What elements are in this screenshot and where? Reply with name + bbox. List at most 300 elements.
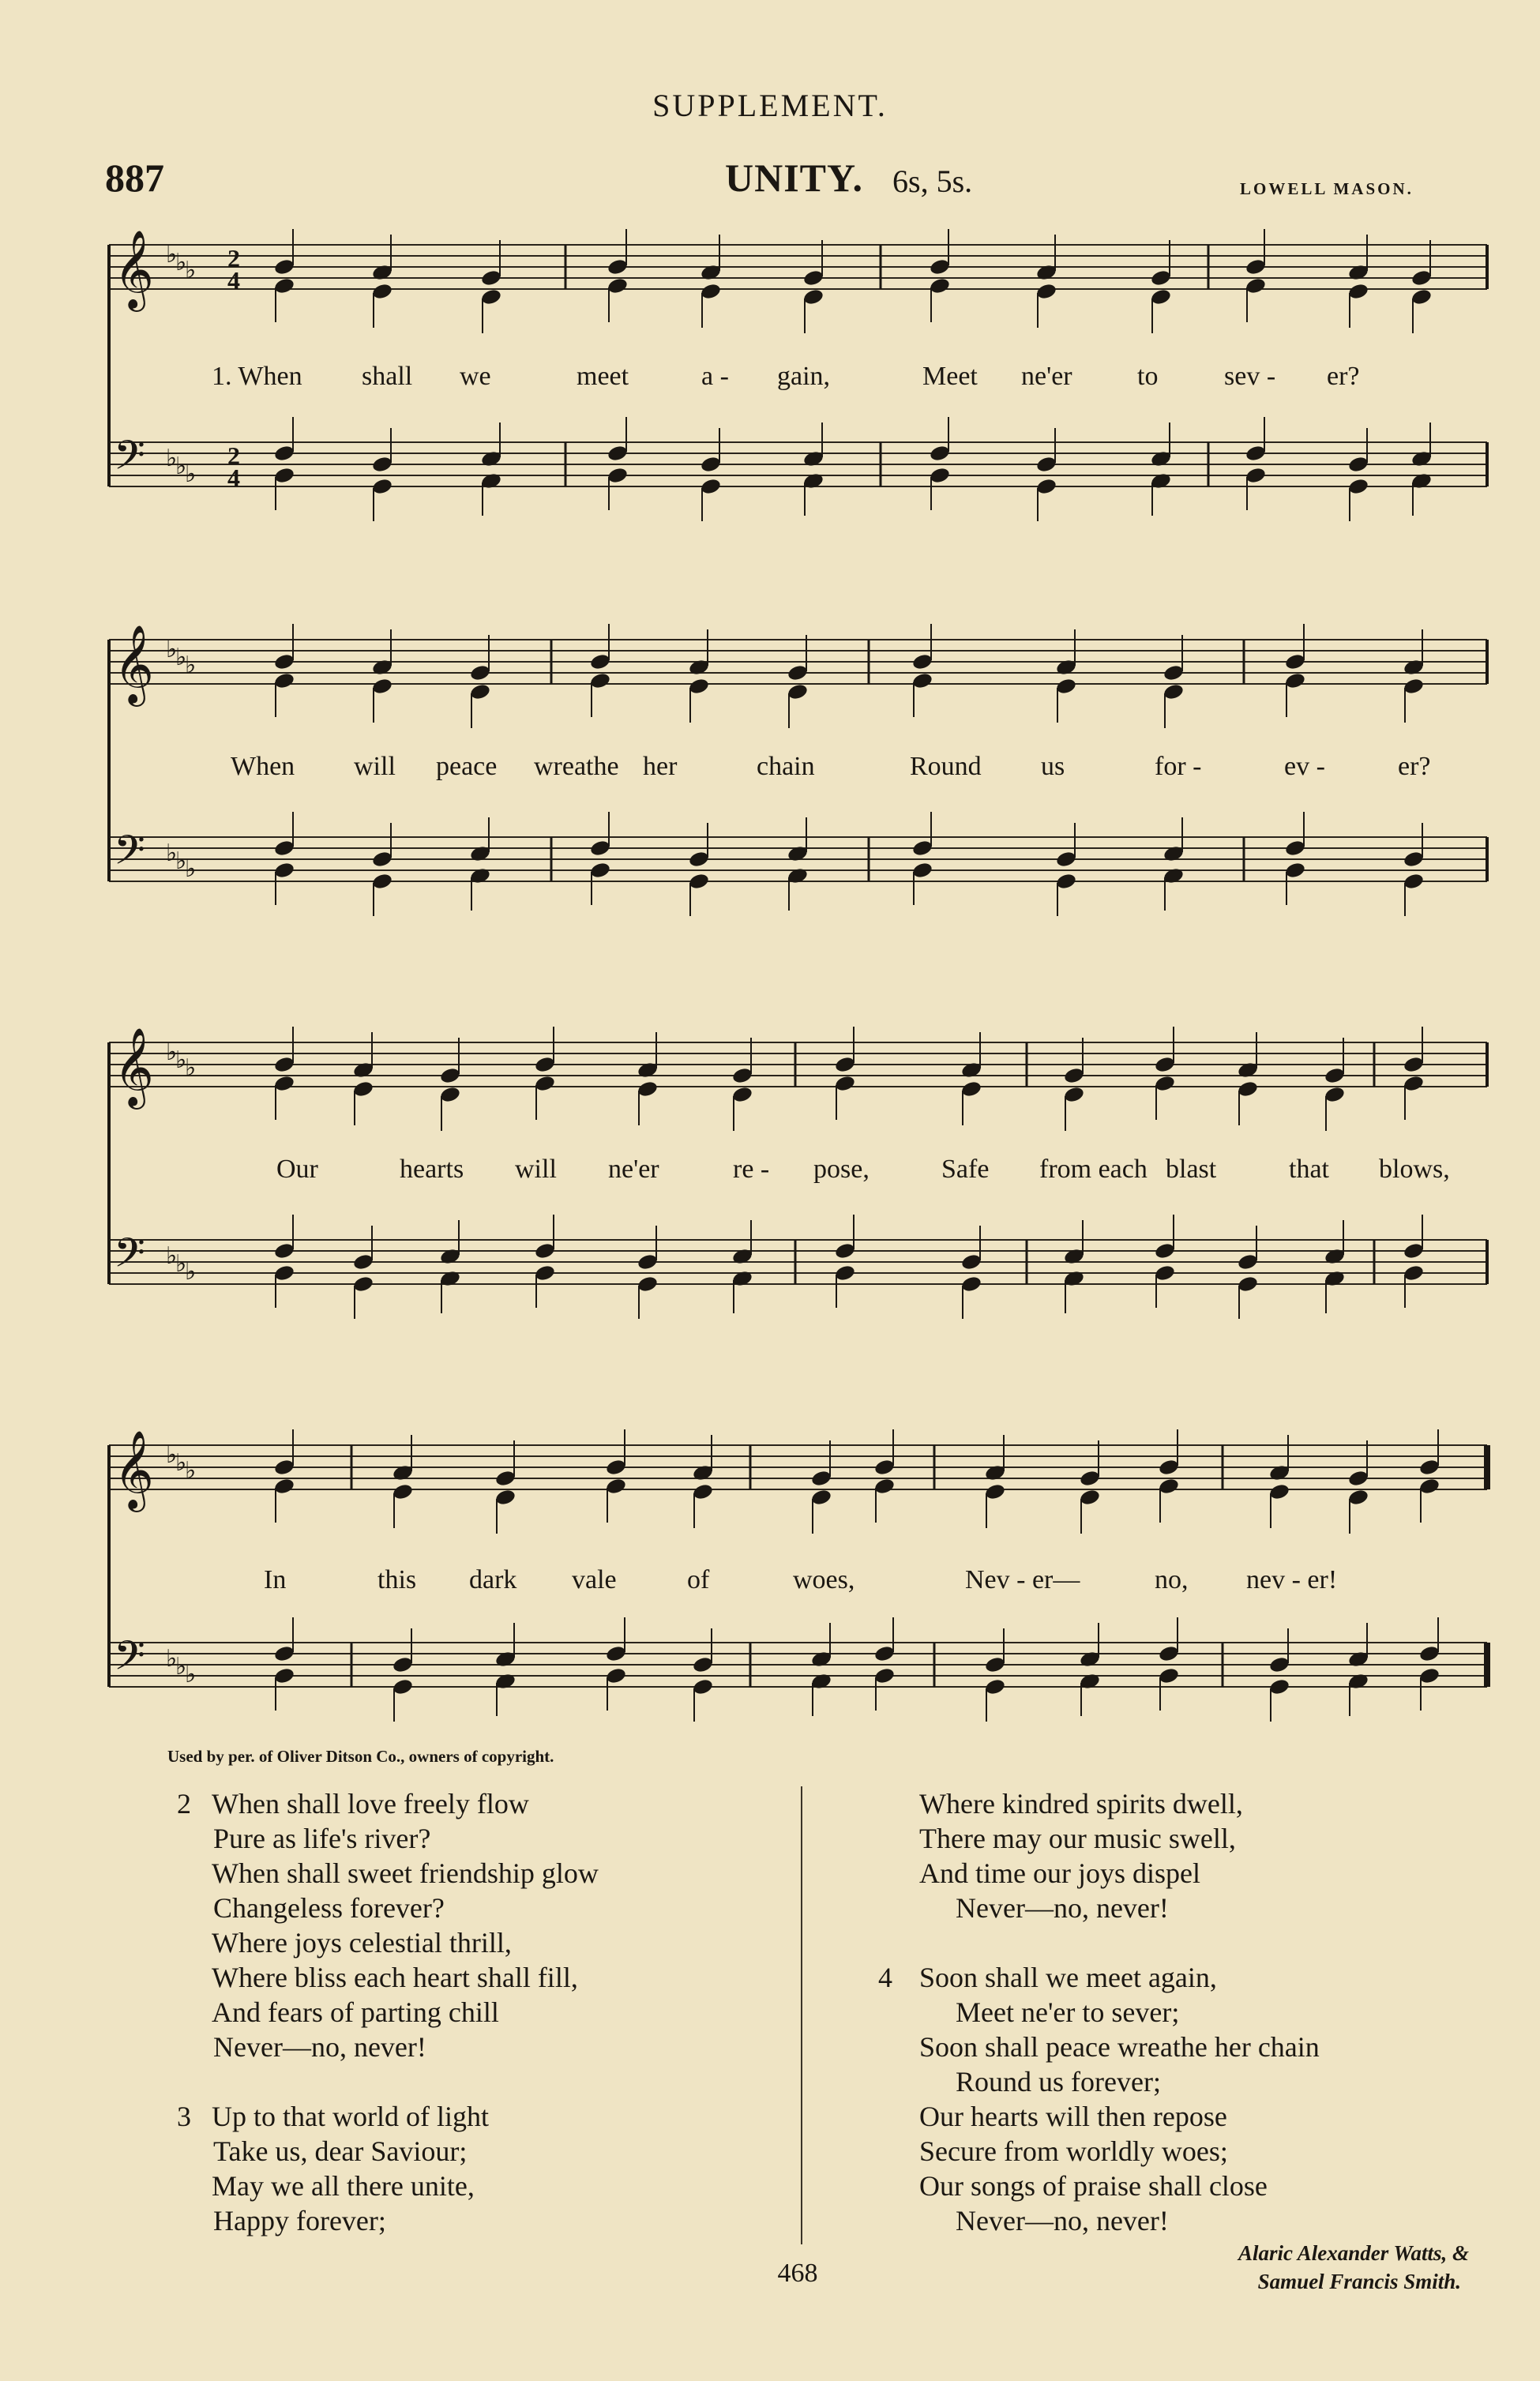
treble-notehead bbox=[1347, 1488, 1369, 1506]
bass-notehead bbox=[273, 466, 295, 484]
lyric-syllable: Safe bbox=[941, 1155, 990, 1184]
treble-notehead bbox=[1237, 1080, 1259, 1098]
verse-line: May we all there unite, bbox=[212, 2170, 475, 2202]
treble-clef-icon: 𝄞 bbox=[114, 625, 154, 704]
lyric-syllable: er? bbox=[1327, 362, 1360, 391]
lyric-syllable: vale bbox=[572, 1565, 617, 1594]
bass-notehead bbox=[810, 1672, 832, 1690]
lyric-syllable: that bbox=[1289, 1155, 1329, 1184]
bass-notehead bbox=[1403, 850, 1425, 868]
treble-notehead bbox=[439, 1066, 461, 1084]
lyric-syllable: Meet bbox=[922, 362, 978, 391]
flat-sign-icon: ♭ bbox=[175, 847, 187, 875]
treble-notehead bbox=[480, 269, 502, 287]
bass-notehead bbox=[1284, 839, 1306, 857]
bass-notehead bbox=[1268, 1677, 1290, 1696]
bass-notehead bbox=[1324, 1269, 1346, 1287]
flat-sign-icon: ♭ bbox=[185, 1054, 197, 1082]
treble-clef-icon: 𝄞 bbox=[114, 1027, 154, 1106]
bass-notehead bbox=[688, 872, 710, 890]
bass-notehead bbox=[1055, 850, 1077, 868]
bass-notehead bbox=[637, 1252, 659, 1271]
treble-notehead bbox=[873, 1477, 896, 1495]
flat-sign-icon: ♭ bbox=[175, 1250, 187, 1278]
treble-notehead bbox=[1150, 269, 1172, 287]
treble-notehead bbox=[810, 1469, 832, 1487]
bass-notehead bbox=[1158, 1644, 1180, 1662]
page-number: 468 bbox=[777, 2259, 818, 2288]
bass-notehead bbox=[1163, 844, 1185, 862]
treble-notehead bbox=[1324, 1066, 1346, 1084]
treble-clef-icon: 𝄞 bbox=[114, 230, 154, 309]
verse-line: Never—no, never! bbox=[956, 1892, 1169, 1924]
lyric-syllable: for - bbox=[1155, 752, 1202, 781]
treble-notehead bbox=[787, 663, 809, 682]
bass-notehead bbox=[480, 471, 502, 490]
treble-notehead bbox=[810, 1488, 832, 1506]
bass-notehead bbox=[1035, 455, 1057, 473]
treble-clef-icon: 𝄞 bbox=[114, 1430, 154, 1509]
treble-notehead bbox=[1284, 671, 1306, 689]
lyric-syllable: of bbox=[687, 1565, 710, 1594]
bass-notehead bbox=[810, 1650, 832, 1668]
bass-notehead bbox=[273, 444, 295, 462]
bass-clef-icon: 𝄢 bbox=[114, 431, 145, 489]
bass-notehead bbox=[700, 477, 722, 495]
verse-line: Meet ne'er to sever; bbox=[956, 1996, 1180, 2028]
treble-notehead bbox=[273, 671, 295, 689]
treble-notehead bbox=[273, 652, 295, 670]
treble-notehead bbox=[911, 671, 933, 689]
treble-notehead bbox=[637, 1061, 659, 1079]
bass-notehead bbox=[1245, 444, 1267, 462]
lyric-syllable: Round bbox=[910, 752, 982, 781]
author-line-2: Samuel Francis Smith. bbox=[1257, 2270, 1461, 2293]
treble-notehead bbox=[371, 677, 393, 695]
treble-notehead bbox=[929, 276, 951, 295]
treble-notehead bbox=[1418, 1458, 1440, 1476]
bass-notehead bbox=[1163, 866, 1185, 884]
flat-sign-icon: ♭ bbox=[185, 1457, 197, 1485]
treble-notehead bbox=[1163, 682, 1185, 700]
treble-notehead bbox=[688, 677, 710, 695]
treble-notehead bbox=[692, 1463, 714, 1482]
lyric-syllable: 1. When bbox=[212, 362, 302, 391]
lyric-syllable: from each bbox=[1039, 1155, 1147, 1184]
bass-clef-icon: 𝄢 bbox=[114, 826, 145, 884]
verse-line: Take us, dear Saviour; bbox=[213, 2135, 468, 2167]
bass-notehead bbox=[1245, 466, 1267, 484]
bass-notehead bbox=[984, 1655, 1006, 1673]
treble-notehead bbox=[802, 287, 824, 306]
lyric-syllable: In bbox=[264, 1565, 287, 1594]
flat-sign-icon: ♭ bbox=[166, 839, 178, 867]
bass-notehead bbox=[273, 1666, 295, 1684]
lyric-syllable: peace bbox=[436, 752, 498, 781]
flat-sign-icon: ♭ bbox=[185, 257, 197, 284]
bass-notehead bbox=[273, 1241, 295, 1260]
bass-notehead bbox=[494, 1672, 516, 1690]
treble-notehead bbox=[700, 263, 722, 281]
lyric-syllable: no, bbox=[1155, 1565, 1189, 1594]
flat-sign-icon: ♭ bbox=[175, 1653, 187, 1681]
bass-notehead bbox=[392, 1655, 414, 1673]
bass-notehead bbox=[607, 466, 629, 484]
bass-clef-icon: 𝄢 bbox=[114, 1229, 145, 1286]
lyric-syllable: shall bbox=[362, 362, 413, 391]
bass-notehead bbox=[700, 455, 722, 473]
bass-notehead bbox=[605, 1666, 627, 1684]
treble-notehead bbox=[1035, 263, 1057, 281]
bass-notehead bbox=[534, 1241, 556, 1260]
treble-notehead bbox=[1063, 1085, 1085, 1103]
bass-notehead bbox=[589, 861, 611, 879]
treble-notehead bbox=[589, 671, 611, 689]
bass-notehead bbox=[802, 471, 824, 490]
bass-clef-icon: 𝄢 bbox=[114, 1632, 145, 1689]
bass-notehead bbox=[1150, 471, 1172, 490]
treble-notehead bbox=[1163, 663, 1185, 682]
treble-notehead bbox=[1158, 1477, 1180, 1495]
verse-4 bbox=[878, 1960, 1320, 2238]
bass-notehead bbox=[929, 466, 951, 484]
treble-notehead bbox=[731, 1085, 753, 1103]
bass-notehead bbox=[607, 444, 629, 462]
flat-sign-icon: ♭ bbox=[166, 1441, 178, 1469]
treble-notehead bbox=[1245, 257, 1267, 276]
bass-notehead bbox=[1284, 861, 1306, 879]
treble-notehead bbox=[688, 658, 710, 676]
verse-line: Round us forever; bbox=[956, 2066, 1161, 2097]
verse-line: Changeless forever? bbox=[213, 1892, 445, 1924]
lyric-syllable: gain, bbox=[777, 362, 831, 391]
treble-notehead bbox=[1403, 677, 1425, 695]
bass-notehead bbox=[834, 1264, 856, 1282]
lyric-syllable: we bbox=[460, 362, 491, 391]
flat-sign-icon: ♭ bbox=[166, 445, 178, 472]
verse-line: Our songs of praise shall close bbox=[919, 2170, 1268, 2202]
verse-line: And time our joys dispel bbox=[919, 1857, 1200, 1889]
verse-3-continued bbox=[878, 1786, 1320, 1925]
treble-notehead bbox=[1055, 677, 1077, 695]
treble-notehead bbox=[984, 1482, 1006, 1500]
lyric-syllable: ne'er bbox=[1021, 362, 1072, 391]
treble-notehead bbox=[802, 269, 824, 287]
treble-notehead bbox=[1268, 1482, 1290, 1500]
verse-line: Our hearts will then repose bbox=[919, 2101, 1227, 2132]
bass-notehead bbox=[494, 1650, 516, 1668]
treble-notehead bbox=[352, 1061, 374, 1079]
bass-notehead bbox=[834, 1241, 856, 1260]
bass-notehead bbox=[1403, 872, 1425, 890]
treble-notehead bbox=[834, 1074, 856, 1092]
treble-notehead bbox=[371, 282, 393, 300]
treble-notehead bbox=[1245, 276, 1267, 295]
bass-notehead bbox=[637, 1275, 659, 1293]
bass-notehead bbox=[534, 1264, 556, 1282]
bass-notehead bbox=[1347, 1672, 1369, 1690]
bass-notehead bbox=[1079, 1650, 1101, 1668]
verse-line: Where bliss each heart shall fill, bbox=[212, 1962, 578, 1993]
bass-notehead bbox=[1063, 1269, 1085, 1287]
bass-notehead bbox=[1237, 1252, 1259, 1271]
bass-notehead bbox=[605, 1644, 627, 1662]
bass-notehead bbox=[1055, 872, 1077, 890]
treble-notehead bbox=[834, 1055, 856, 1073]
bass-notehead bbox=[371, 455, 393, 473]
verse-line: Happy forever; bbox=[213, 2205, 386, 2236]
verse-line: Soon shall peace wreathe her chain bbox=[919, 2031, 1320, 2063]
bass-notehead bbox=[1410, 471, 1433, 490]
bass-notehead bbox=[469, 866, 491, 884]
treble-notehead bbox=[273, 1055, 295, 1073]
bass-notehead bbox=[984, 1677, 1006, 1696]
treble-notehead bbox=[787, 682, 809, 700]
treble-notehead bbox=[1347, 1469, 1369, 1487]
lyric-syllable: to bbox=[1137, 362, 1159, 391]
lyric-syllable: us bbox=[1041, 752, 1065, 781]
bass-notehead bbox=[352, 1275, 374, 1293]
verse-line: Where kindred spirits dwell, bbox=[919, 1788, 1243, 1820]
hymn-number: 887 bbox=[105, 156, 164, 200]
treble-notehead bbox=[607, 257, 629, 276]
section-title: SUPPLEMENT. bbox=[652, 88, 888, 123]
treble-notehead bbox=[392, 1482, 414, 1500]
bass-notehead bbox=[731, 1269, 753, 1287]
treble-notehead bbox=[1418, 1477, 1440, 1495]
flat-sign-icon: ♭ bbox=[185, 1258, 197, 1286]
treble-notehead bbox=[692, 1482, 714, 1500]
treble-notehead bbox=[273, 257, 295, 276]
bass-notehead bbox=[392, 1677, 414, 1696]
treble-notehead bbox=[607, 276, 629, 295]
treble-notehead bbox=[534, 1074, 556, 1092]
verse-line: Never—no, never! bbox=[213, 2031, 426, 2063]
verses-left-column bbox=[177, 1786, 599, 2238]
treble-notehead bbox=[392, 1463, 414, 1482]
bass-notehead bbox=[960, 1275, 982, 1293]
treble-notehead bbox=[1079, 1488, 1101, 1506]
bass-notehead bbox=[1063, 1247, 1085, 1265]
lyric-syllable: will bbox=[354, 752, 396, 781]
treble-notehead bbox=[873, 1458, 896, 1476]
flat-sign-icon: ♭ bbox=[166, 1242, 178, 1270]
time-signature-top: 2 bbox=[227, 244, 240, 272]
bass-notehead bbox=[1154, 1264, 1176, 1282]
treble-notehead bbox=[494, 1488, 516, 1506]
verse-3 bbox=[177, 2099, 599, 2238]
verse-number: 2 bbox=[177, 1788, 191, 1820]
bass-notehead bbox=[1158, 1666, 1180, 1684]
bass-notehead bbox=[1268, 1655, 1290, 1673]
lyric-syllable: sev - bbox=[1224, 362, 1276, 391]
tune-meter: 6s, 5s. bbox=[892, 163, 973, 199]
lyric-syllable: Nev - er— bbox=[965, 1565, 1080, 1594]
treble-notehead bbox=[1403, 1055, 1425, 1073]
verse-number: 4 bbox=[878, 1962, 892, 1993]
lyric-syllable: a - bbox=[701, 362, 729, 391]
bass-notehead bbox=[1154, 1241, 1176, 1260]
bass-notehead bbox=[692, 1677, 714, 1696]
treble-notehead bbox=[637, 1080, 659, 1098]
tune-title: UNITY. bbox=[725, 156, 864, 200]
bass-notehead bbox=[787, 866, 809, 884]
verse-line: Never—no, never! bbox=[956, 2205, 1169, 2236]
treble-notehead bbox=[1347, 263, 1369, 281]
treble-notehead bbox=[439, 1085, 461, 1103]
bass-notehead bbox=[1403, 1264, 1425, 1282]
bass-notehead bbox=[371, 850, 393, 868]
treble-notehead bbox=[1284, 652, 1306, 670]
bass-notehead bbox=[911, 839, 933, 857]
lyric-syllable: her bbox=[643, 752, 678, 781]
flat-sign-icon: ♭ bbox=[175, 453, 187, 480]
time-signature-top: 2 bbox=[227, 441, 240, 470]
treble-notehead bbox=[605, 1458, 627, 1476]
bass-notehead bbox=[273, 1264, 295, 1282]
bass-notehead bbox=[469, 844, 491, 862]
lyric-syllable: dark bbox=[469, 1565, 517, 1594]
bass-notehead bbox=[802, 449, 824, 468]
bass-notehead bbox=[960, 1252, 982, 1271]
treble-notehead bbox=[1324, 1085, 1346, 1103]
treble-notehead bbox=[1268, 1463, 1290, 1482]
bass-notehead bbox=[1403, 1241, 1425, 1260]
treble-notehead bbox=[984, 1463, 1006, 1482]
bass-notehead bbox=[273, 839, 295, 857]
lyric-syllable: pose, bbox=[813, 1155, 870, 1184]
treble-notehead bbox=[273, 1074, 295, 1092]
bass-notehead bbox=[1150, 449, 1172, 468]
treble-notehead bbox=[1237, 1061, 1259, 1079]
verse-line: Secure from worldly woes; bbox=[919, 2135, 1228, 2167]
lyric-syllable: meet bbox=[577, 362, 629, 391]
treble-notehead bbox=[929, 257, 951, 276]
bass-notehead bbox=[731, 1247, 753, 1265]
bass-notehead bbox=[692, 1655, 714, 1673]
bass-notehead bbox=[873, 1666, 896, 1684]
lyric-syllable: chain bbox=[757, 752, 815, 781]
column-divider bbox=[801, 1786, 802, 2244]
treble-notehead bbox=[371, 263, 393, 281]
flat-sign-icon: ♭ bbox=[185, 652, 197, 679]
bass-notehead bbox=[1035, 477, 1057, 495]
flat-sign-icon: ♭ bbox=[185, 1661, 197, 1688]
treble-notehead bbox=[1403, 1074, 1425, 1092]
treble-notehead bbox=[1055, 658, 1077, 676]
lyric-syllable: ev - bbox=[1284, 752, 1325, 781]
verse-2 bbox=[177, 1786, 599, 2064]
flat-sign-icon: ♭ bbox=[166, 1645, 178, 1673]
treble-notehead bbox=[273, 1477, 295, 1495]
verse-number: 3 bbox=[177, 2101, 191, 2132]
bass-notehead bbox=[688, 850, 710, 868]
copyright-credit: Used by per. of Oliver Ditson Co., owners of copyright. bbox=[167, 1747, 554, 1766]
verse-line: When shall sweet friendship glow bbox=[212, 1857, 599, 1889]
lyric-syllable: Our bbox=[276, 1155, 318, 1184]
treble-notehead bbox=[469, 682, 491, 700]
treble-notehead bbox=[1079, 1469, 1101, 1487]
lyric-syllable: will bbox=[515, 1155, 557, 1184]
bass-notehead bbox=[439, 1269, 461, 1287]
treble-notehead bbox=[469, 663, 491, 682]
bass-notehead bbox=[1418, 1666, 1440, 1684]
treble-notehead bbox=[273, 276, 295, 295]
lyric-syllable: ne'er bbox=[608, 1155, 659, 1184]
bass-notehead bbox=[273, 1644, 295, 1662]
lyric-syllable: hearts bbox=[400, 1155, 464, 1184]
treble-notehead bbox=[1158, 1458, 1180, 1476]
treble-notehead bbox=[731, 1066, 753, 1084]
flat-sign-icon: ♭ bbox=[175, 249, 187, 276]
verses-right-column bbox=[878, 1786, 1320, 2238]
bass-notehead bbox=[352, 1252, 374, 1271]
bass-notehead bbox=[787, 844, 809, 862]
treble-notehead bbox=[960, 1061, 982, 1079]
lyric-syllable: er? bbox=[1398, 752, 1431, 781]
treble-notehead bbox=[1035, 282, 1057, 300]
treble-notehead bbox=[1347, 282, 1369, 300]
treble-notehead bbox=[589, 652, 611, 670]
treble-notehead bbox=[1154, 1074, 1176, 1092]
treble-notehead bbox=[1410, 287, 1433, 306]
verse-line: Soon shall we meet again, bbox=[919, 1962, 1217, 1993]
bass-notehead bbox=[371, 872, 393, 890]
author-line-1: Alaric Alexander Watts, & bbox=[1238, 2241, 1469, 2265]
flat-sign-icon: ♭ bbox=[166, 1038, 178, 1066]
treble-notehead bbox=[1154, 1055, 1176, 1073]
treble-notehead bbox=[1403, 658, 1425, 676]
bass-notehead bbox=[1410, 449, 1433, 468]
verse-line: And fears of parting chill bbox=[212, 1996, 499, 2028]
flat-sign-icon: ♭ bbox=[166, 636, 178, 663]
bass-notehead bbox=[589, 839, 611, 857]
verse-line: There may our music swell, bbox=[919, 1823, 1236, 1854]
time-signature-bottom: 4 bbox=[227, 266, 240, 295]
bass-notehead bbox=[1418, 1644, 1440, 1662]
bass-notehead bbox=[873, 1644, 896, 1662]
treble-notehead bbox=[480, 287, 502, 306]
bass-notehead bbox=[1347, 1650, 1369, 1668]
treble-notehead bbox=[605, 1477, 627, 1495]
verse-line: Pure as life's river? bbox=[213, 1823, 431, 1854]
flat-sign-icon: ♭ bbox=[185, 460, 197, 488]
treble-notehead bbox=[352, 1080, 374, 1098]
treble-notehead bbox=[911, 652, 933, 670]
lyric-syllable: woes, bbox=[793, 1565, 855, 1594]
lyric-syllable: blast bbox=[1166, 1155, 1217, 1184]
flat-sign-icon: ♭ bbox=[185, 855, 197, 883]
bass-notehead bbox=[371, 477, 393, 495]
bass-notehead bbox=[1079, 1672, 1101, 1690]
lyric-syllable: this bbox=[377, 1565, 417, 1594]
bass-notehead bbox=[911, 861, 933, 879]
flat-sign-icon: ♭ bbox=[175, 1449, 187, 1477]
lyric-syllable: nev - er! bbox=[1246, 1565, 1338, 1594]
bass-notehead bbox=[1237, 1275, 1259, 1293]
lyric-syllable: When bbox=[231, 752, 295, 781]
time-signature-bottom: 4 bbox=[227, 464, 240, 492]
bass-notehead bbox=[1324, 1247, 1346, 1265]
bass-notehead bbox=[273, 861, 295, 879]
treble-notehead bbox=[960, 1080, 982, 1098]
lyric-syllable: blows, bbox=[1379, 1155, 1450, 1184]
bass-notehead bbox=[439, 1247, 461, 1265]
composer-credit: LOWELL MASON. bbox=[1240, 179, 1414, 198]
lyric-syllable: re - bbox=[733, 1155, 770, 1184]
flat-sign-icon: ♭ bbox=[175, 644, 187, 671]
treble-notehead bbox=[700, 282, 722, 300]
